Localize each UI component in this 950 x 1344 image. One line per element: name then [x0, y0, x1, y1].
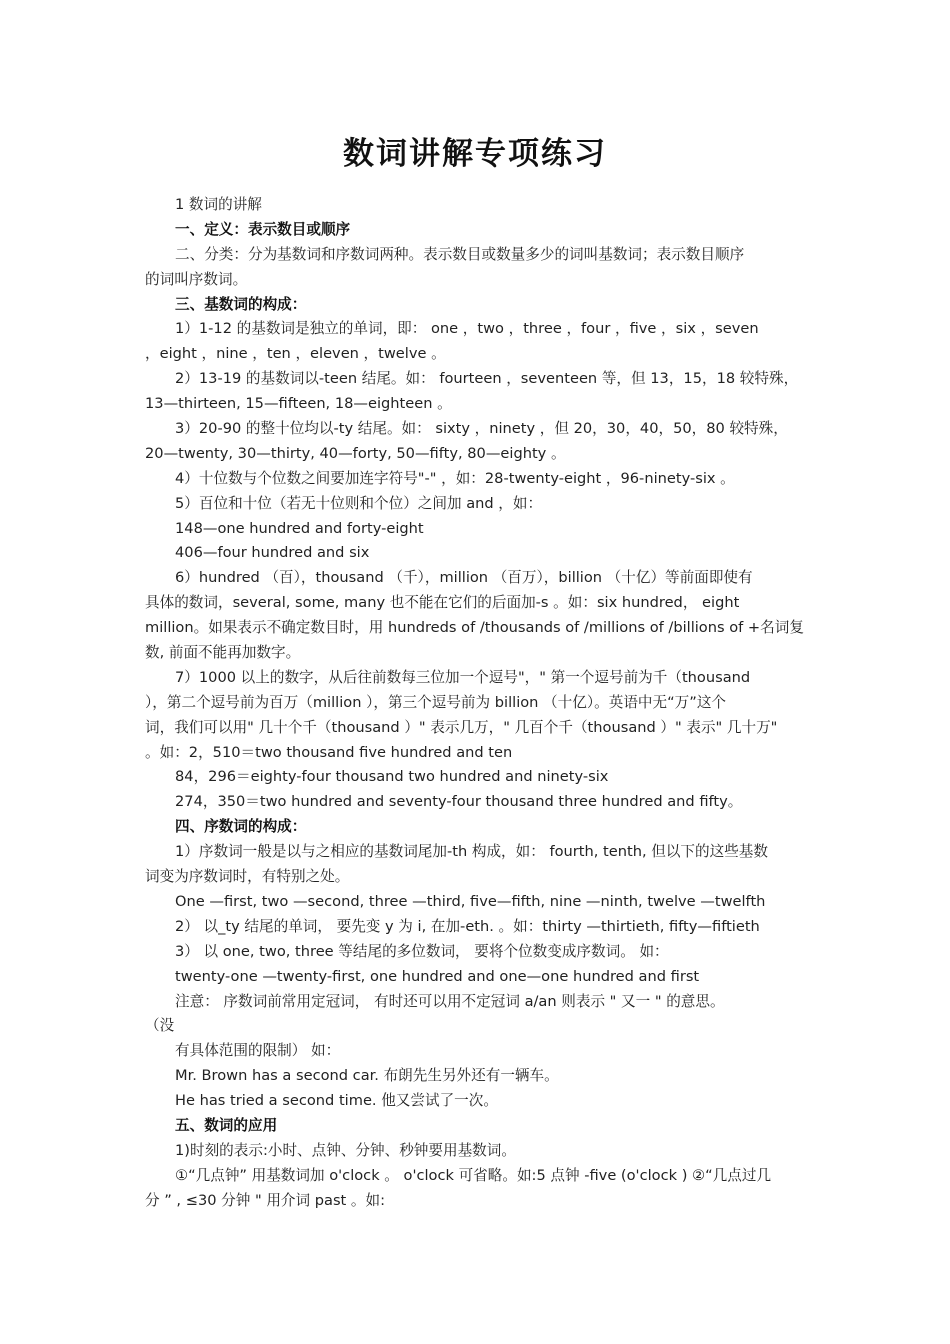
text-line: 的词叫序数词。: [145, 270, 248, 288]
text-line: million。如果表示不确定数目时，用 hundreds of /thousands of /millions of /billions of +名词复: [145, 619, 804, 637]
page-title: 数词讲解专项练习: [343, 136, 607, 172]
document-body: [145, 193, 810, 1214]
text-line: 84，296＝eighty-four thousand two hundred and ninety-six: [175, 768, 609, 786]
text-line: Mr. Brown has a second car. 布朗先生另外还有一辆车。: [175, 1067, 559, 1085]
text-line: 274，350＝two hundred and seventy-four thousand three hundred and fifty。: [175, 793, 743, 811]
text-line: 4）十位数与个位数之间要加连字符号"-" ，如：28-twenty-eight ，96-ninety-six 。: [175, 469, 735, 487]
text-line: 5）百位和十位（若无十位则和个位）之间加 and ，如：: [175, 494, 543, 512]
text-line: 词，我们可以用" 几十个千（thousand ）" 表示几万，" 几百个千（thousand ）" 表示" 几十万": [145, 718, 778, 736]
text-line: twenty-one —twenty-first, one hundred and one—one hundred and first: [175, 967, 700, 985]
text-line: 二、分类：分为基数词和序数词两种。表示数目或数量多少的词叫基数词；表示数目顺序: [175, 245, 745, 263]
text-line: ），第二个逗号前为百万（million ），第三个逗号前为 billion （十亿）。英语中无“万”这个: [145, 693, 727, 711]
text-line: 分 ” , ≤30 分钟 " 用介词 past 。如:: [145, 1191, 386, 1209]
text-line: 有具体范围的限制） 如：: [175, 1042, 341, 1060]
text-line: One —first, two —second, three —third, five—fifth, nine —ninth, twelve —twelfth: [175, 892, 766, 910]
text-line: 2）13-19 的基数词以-teen 结尾。如： fourteen ，seventeen 等，但 13，15，18 较特殊，: [175, 370, 799, 388]
text-line: He has tried a second time. 他又尝试了一次。: [175, 1092, 498, 1110]
text-line: 1)时刻的表示:小时、点钟、分钟、秒钟要用基数词。: [175, 1141, 516, 1159]
text-line: 3） 以 one, two, three 等结尾的多位数词， 要将个位数变成序数词。 如：: [175, 942, 669, 960]
text-line: 6）hundred （百），thousand （千），million （百万），billion （十亿）等前面即使有: [175, 569, 753, 587]
text-line: 2） 以_ty 结尾的单词， 要先变 y 为 i, 在加-eth. 。如：thirty —thirtieth, fifty—fiftieth: [175, 917, 760, 935]
text-line: 1 数词的讲解: [175, 196, 262, 213]
text-line: 148—one hundred and forty-eight: [175, 519, 424, 537]
text-line: 注意： 序数词前常用定冠词， 有时还可以用不定冠词 a/an 则表示 " 又一 " 的意思。: [175, 992, 725, 1010]
text-line: 。如：2，510＝two thousand five hundred and ten: [145, 743, 513, 761]
section-heading: 四、序数词的构成：: [175, 818, 307, 836]
text-line: 13—thirteen, 15—fifteen, 18—eighteen 。: [145, 395, 452, 413]
section-heading: 五、数词的应用: [175, 1116, 278, 1134]
text-line: 406—four hundred and six: [175, 544, 370, 562]
text-line: 7）1000 以上的数字，从后往前数每三位加一个逗号"，" 第一个逗号前为千（thousand: [175, 668, 751, 686]
text-line: 1）序数词一般是以与之相应的基数词尾加-th 构成，如： fourth, tenth, 但以下的这些基数: [175, 843, 768, 861]
text-line: （没: [145, 1017, 175, 1035]
text-line: 数, 前面不能再加数字。: [145, 644, 301, 662]
text-line: 1）1-12 的基数词是独立的单词，即： one ，two ，three ，four ，five ，six ，seven: [175, 320, 759, 338]
text-line: ，eight ，nine ，ten ，eleven ，twelve 。: [145, 345, 446, 363]
text-line: ①“几点钟” 用基数词加 o'clock 。 o'clock 可省略。如:5 点钟 -five (o'clock ) ②“几点过几: [175, 1166, 772, 1184]
section-heading: 三、基数词的构成：: [175, 295, 307, 313]
text-line: 3）20-90 的整十位均以-ty 结尾。如： sixty ，ninety ，但 20，30，40，50，80 较特殊，: [175, 420, 788, 438]
text-line: 20—twenty, 30—thirty, 40—forty, 50—fifty, 80—eighty 。: [145, 444, 566, 462]
text-line: 具体的数词，several, some, many 也不能在它们的后面加-s 。如：six hundred， eight: [145, 594, 740, 612]
section-heading: 一、定义：表示数目或顺序: [175, 220, 351, 238]
text-line: 词变为序数词时，有特别之处。: [145, 868, 350, 886]
